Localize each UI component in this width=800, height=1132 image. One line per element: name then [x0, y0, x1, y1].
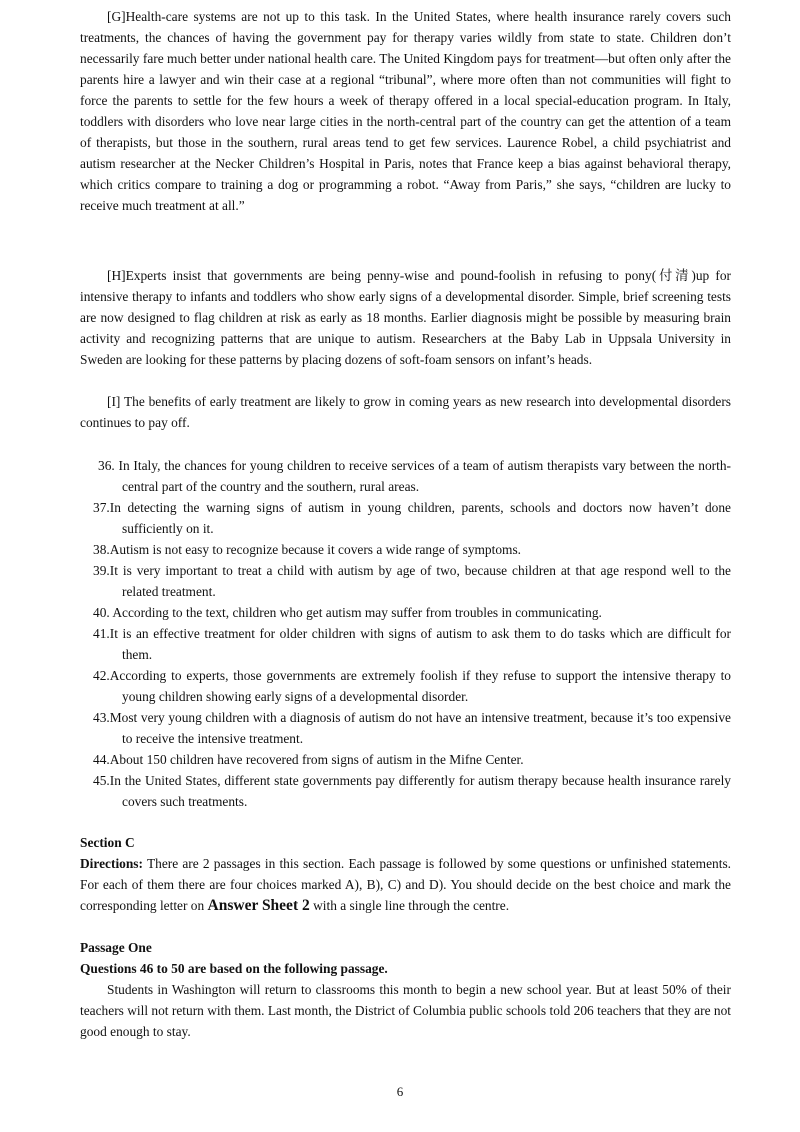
directions-text: There are 2 passages in this section. Each passage is followed by some questions or unfinished statements. For each of them there are four choices marked A), B), C) and D). You should decide on the best choice and mark the corresponding letter on — [80, 856, 731, 913]
directions-label: Directions: — [80, 856, 143, 871]
question-item: 37.In detecting the warning signs of autism in young children, parents, schools and doctors now haven’t done sufficiently on it. — [93, 500, 731, 536]
question-item: 45.In the United States, different state governments pay differently for autism therapy because health insurance rarely covers such treatments. — [93, 773, 731, 809]
passage-one-text: Students in Washington will return to classrooms this month to begin a new school year. But at least 50% of their teachers will not return with them. Last month, the District of Columbia public schools told 206 teachers that they are not good enough to stay. — [80, 982, 731, 1039]
question-list — [93, 455, 731, 812]
paragraph-h: [H]Experts insist that governments are being penny-wise and pound-foolish in refusing to pony(付清)up for intensive therapy to infants and toddlers who show early signs of a developmental disorder. Simple, brief screening tests are now designed to flag children at risk as early as 18 months. Earlier diagnosis might be possible by measuring brain activity and recognizing patterns that are unique to autism. Researchers at the Baby Lab in Uppsala University in Sweden are looking for these patterns by placing dozens of soft-foam sensors on infant’s heads. — [80, 268, 731, 367]
question-item: 38.Autism is not easy to recognize because it covers a wide range of symptoms. — [93, 542, 522, 557]
question-item: 40. According to the text, children who get autism may suffer from troubles in communicating. — [93, 605, 602, 620]
question-item: 39.It is very important to treat a child with autism by age of two, because children at that age respond well to the related treatment. — [93, 563, 731, 599]
section-c-heading: Section C — [80, 835, 135, 850]
paragraph-i: [I] The benefits of early treatment are likely to grow in coming years as new research into developmental disorders continues to pay off. — [80, 394, 731, 430]
question-item: 42.According to experts, those governments are extremely foolish if they refuse to support the intensive therapy to young children showing early signs of a developmental disorder. — [93, 668, 731, 704]
passage-one-heading: Passage One — [80, 940, 152, 955]
passage-one-subheading: Questions 46 to 50 are based on the following passage. — [80, 961, 388, 976]
question-item: 44.About 150 children have recovered from signs of autism in the Mifne Center. — [93, 752, 524, 767]
section-c-directions — [80, 853, 731, 916]
paragraph-g: [G]Health-care systems are not up to this task. In the United States, where health insurance rarely covers such treatments, the chances of having the government pay for therapy varies wildly from state to state. Children don’t necessarily fare much better under national health care. The United Kingdom pays for treatment—but often only after the parents hire a lawyer and win their case at a regional “tribunal”, where more often than not communities will fight to force the parents to settle for the few hours a week of therapy offered in a local special-education program. In Italy, toddlers with disorders who love near large cities in the north-central part of the country can get the attention of a team of therapists, but those in the southern, rural areas tend to get few services. Laurence Robel, a child psychiatrist and autism researcher at the Necker Children’s Hospital in Paris, notes that France keep a bias against behavioral therapy, which critics compare to training a dog or programming a robot. “Away from Paris,” she says, “children are lucky to receive much treatment at all.” — [80, 9, 731, 213]
page-number: 6 — [396, 1084, 404, 1099]
question-item: 41.It is an effective treatment for older children with signs of autism to ask them to do tasks which are difficult for them. — [93, 626, 731, 662]
question-item: 36. In Italy, the chances for young children to receive services of a team of autism therapists vary between the north-central part of the country and the southern, rural areas. — [98, 458, 731, 494]
question-item: 43.Most very young children with a diagnosis of autism do not have an intensive treatment, because it’s too expensive to receive the intensive treatment. — [93, 710, 731, 746]
directions-tail: with a single line through the centre. — [309, 898, 510, 913]
answer-sheet-label: Answer Sheet 2 — [207, 897, 310, 914]
